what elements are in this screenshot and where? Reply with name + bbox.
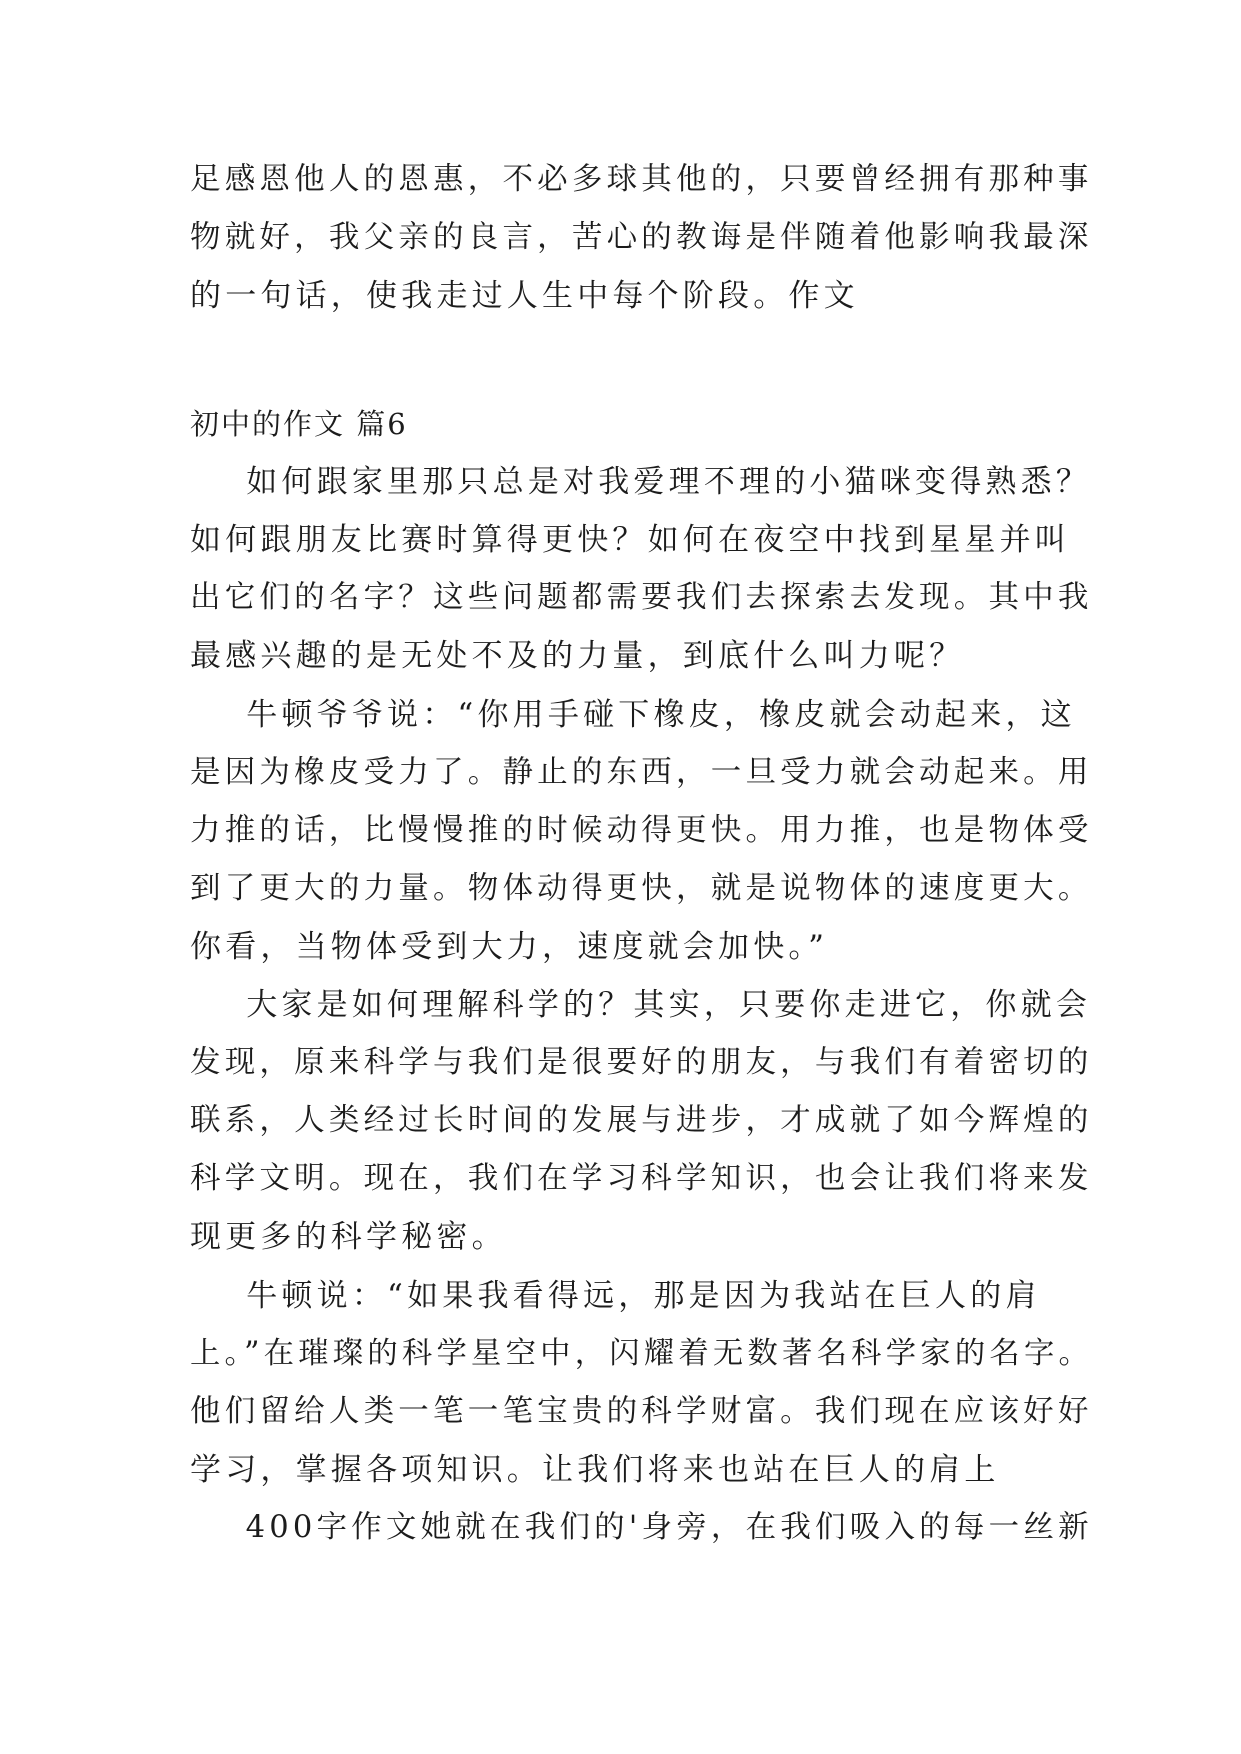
section-heading: 初中的作文 篇6 bbox=[190, 407, 408, 441]
text-line: 出它们的名字？这些问题都需要我们去探索去发现。其中我 bbox=[190, 580, 1093, 615]
text-line: 如何跟家里那只总是对我爱理不理的小猫咪变得熟悉？ bbox=[190, 464, 1092, 500]
text-line: 现更多的科学秘密。 bbox=[190, 1219, 507, 1255]
text-line: 科学文明。现在，我们在学习科学知识，也会让我们将来发 bbox=[190, 1161, 1093, 1196]
text-line: 牛顿爷爷说：“你用手碰下橡皮，橡皮就会动起来，这 bbox=[190, 697, 1076, 733]
text-line: 发现，原来科学与我们是很要好的朋友，与我们有着密切的 bbox=[190, 1045, 1093, 1080]
text-line: 是因为橡皮受力了。静止的东西，一旦受力就会动起来。用 bbox=[190, 755, 1093, 790]
text-line: 大家是如何理解科学的？其实，只要你走进它，你就会 bbox=[190, 987, 1092, 1023]
text-line: 牛顿说：“如果我看得远，那是因为我站在巨人的肩 bbox=[190, 1278, 1041, 1314]
text-line: 最感兴趣的是无处不及的力量，到底什么叫力呢？ bbox=[190, 638, 965, 674]
text-line: 你看，当物体受到大力，速度就会加快。” bbox=[190, 929, 829, 965]
text-line: 学习，掌握各项知识。让我们将来也站在巨人的肩上 bbox=[190, 1452, 1000, 1488]
text-line: 联系，人类经过长时间的发展与进步，才成就了如今辉煌的 bbox=[190, 1103, 1093, 1138]
text-line: 的一句话，使我走过人生中每个阶段。作文 bbox=[190, 278, 859, 314]
text-line: 力推的话，比慢慢推的时候动得更快。用力推，也是物体受 bbox=[190, 813, 1093, 848]
text-line: 物就好，我父亲的良言，苦心的教诲是伴随着他影响我最深 bbox=[190, 220, 1093, 255]
text-line: 如何跟朋友比赛时算得更快？如何在夜空中找到星星并叫 bbox=[190, 522, 1070, 558]
text-line: 他们留给人类一笔一笔宝贵的科学财富。我们现在应该好好 bbox=[190, 1394, 1093, 1429]
text-line: 400字作文她就在我们的'身旁，在我们吸入的每一丝新 bbox=[190, 1510, 1093, 1545]
text-line: 足感恩他人的恩惠，不必多球其他的，只要曾经拥有那种事 bbox=[190, 162, 1093, 197]
text-line: 上。”在璀璨的科学星空中，闪耀着无数著名科学家的名字。 bbox=[190, 1336, 1094, 1371]
text-line: 到了更大的力量。物体动得更快，就是说物体的速度更大。 bbox=[190, 871, 1093, 906]
